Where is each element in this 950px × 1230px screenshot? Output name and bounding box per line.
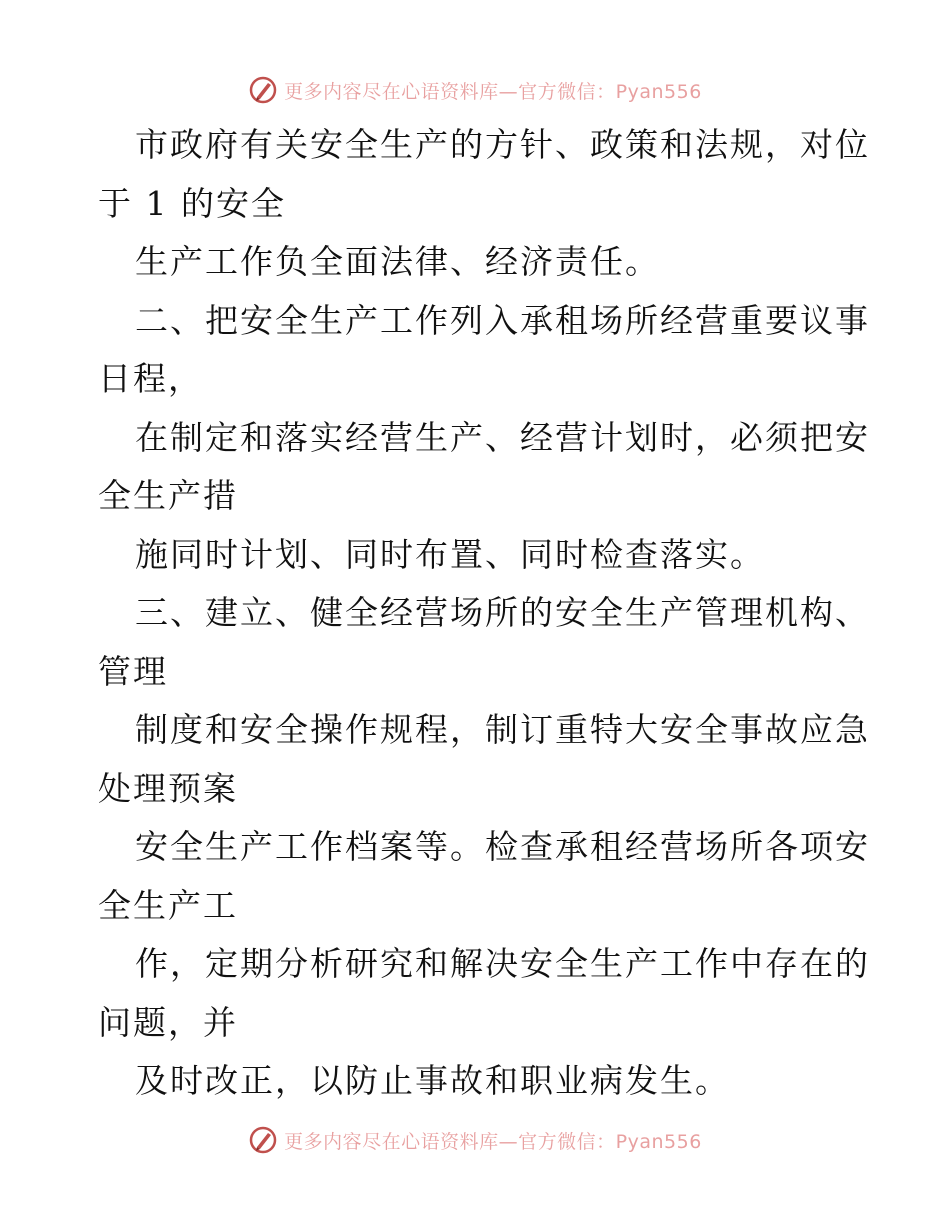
text-line: 问题，并 <box>98 1002 238 1042</box>
text-line: 及时改正，以防止事故和职业病发生。 <box>135 1061 730 1100</box>
text-line: 三、建立、健全经营场所的安全生产管理机构、 <box>135 593 870 632</box>
text-line: 安全生产工作档案等。检查承租经营场所各项安 <box>135 827 870 866</box>
text-line: 全生产工 <box>98 885 238 925</box>
pen-circle-logo-icon <box>248 1125 278 1155</box>
watermark-text: 更多内容尽在心语资料库—官方微信：Pyan556 <box>284 80 702 103</box>
header-watermark <box>0 72 950 108</box>
text-line: 作，定期分析研究和解决安全生产工作中存在的 <box>135 944 870 983</box>
watermark-text: 更多内容尽在心语资料库—官方微信：Pyan556 <box>284 1130 702 1153</box>
document-body <box>98 116 870 1111</box>
text-line: 制度和安全操作规程，制订重特大安全事故应急 <box>135 710 870 749</box>
text-line: 于 1 的安全 <box>98 183 286 223</box>
text-line: 管理 <box>98 651 168 691</box>
footer-watermark <box>0 1122 950 1158</box>
text-line: 生产工作负全面法律、经济责任。 <box>135 242 660 281</box>
text-line: 市政府有关安全生产的方针、政策和法规，对位 <box>135 125 870 164</box>
text-line: 二、把安全生产工作列入承租场所经营重要议事 <box>135 300 870 340</box>
pen-circle-logo-icon <box>248 75 278 105</box>
text-line: 施同时计划、同时布置、同时检查落实。 <box>135 534 765 574</box>
text-line: 全生产措 <box>98 476 238 515</box>
text-line: 处理预案 <box>98 768 238 808</box>
text-line: 在制定和落实经营生产、经营计划时，必须把安 <box>135 417 870 457</box>
text-line: 日程， <box>98 359 203 398</box>
